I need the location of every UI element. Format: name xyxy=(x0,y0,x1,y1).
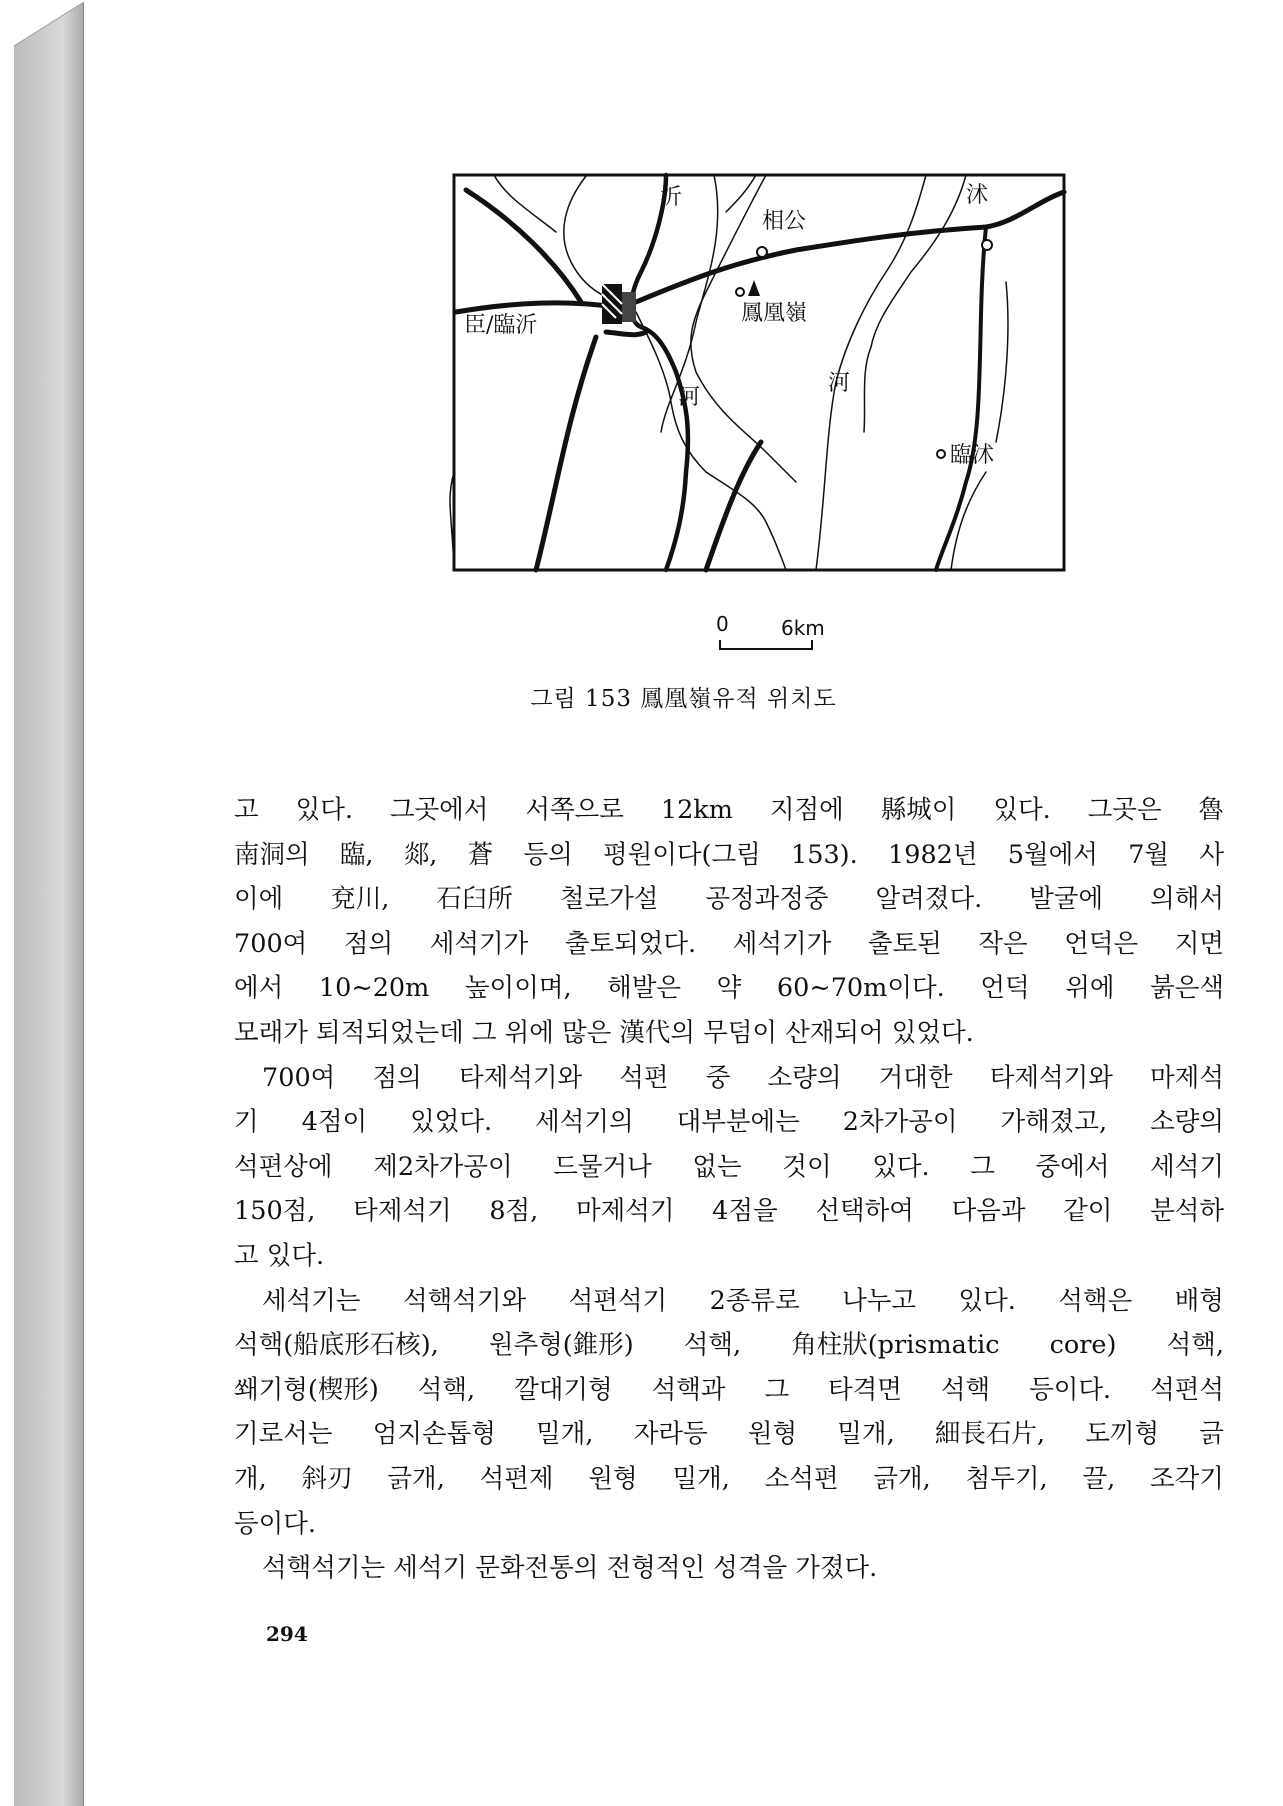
text-line: 고 있다. 그곳에서 서쪽으로 12km 지점에 縣城이 있다. 그곳은 魯 xyxy=(234,795,1224,825)
map-label-linyi: 臣/臨沂 xyxy=(464,313,538,338)
text-line: 개, 斜刃 긁개, 석편제 원형 밀개, 소석편 긁개, 첨두기, 끌, 조각기 xyxy=(234,1463,1224,1494)
text-line: 석핵석기는 세석기 문화전통의 전형적인 성격을 가졌다. xyxy=(262,1553,878,1584)
text-line: 등이다. xyxy=(234,1508,317,1539)
scale-zero: 0 xyxy=(716,612,729,636)
text-line: 쐐기형(楔形) 석핵, 깔대기형 석핵과 그 타격면 석핵 등이다. 석편석 xyxy=(234,1374,1224,1405)
location-map xyxy=(366,172,1068,576)
text-line: 南洞의 臨, 郯, 蒼 등의 평원이다(그림 153). 1982년 5월에서 7월 사 xyxy=(234,839,1224,870)
linshu-marker-icon xyxy=(937,450,945,458)
text-line: 세석기는 석핵석기와 석편석기 2종류로 나누고 있다. 석핵은 배형 xyxy=(262,1285,1224,1316)
page-number: 294 xyxy=(266,1622,308,1646)
text-line: 기 4점이 있었다. 세석기의 대부분에는 2차가공이 가해졌고, 소량의 xyxy=(234,1107,1224,1138)
road-junction-marker-icon xyxy=(982,240,992,250)
text-line: 700여 점의 세석기가 출토되었다. 세석기가 출토된 작은 언덕은 지면 xyxy=(234,928,1224,959)
text-line: 모래가 퇴적되었는데 그 위에 많은 漢代의 무덤이 산재되어 있었다. xyxy=(234,1017,974,1048)
book-spine-edge xyxy=(0,0,86,1806)
text-line: 이에 兗川, 石臼所 철로가설 공정과정중 알려졌다. 발굴에 의해서 xyxy=(234,884,1224,915)
figure-caption: 그림 153 鳳凰嶺유적 위치도 xyxy=(530,686,837,712)
map-label-he-right: 河 xyxy=(828,371,851,396)
text-line: 석핵(船底形石核), 원추형(錐形) 석핵, 角柱狀(prismatic core) 석핵, xyxy=(234,1330,1224,1361)
text-line: 고 있다. xyxy=(234,1240,325,1271)
map-label-yi: 沂 xyxy=(660,185,683,210)
text-line: 700여 점의 타제석기와 석편 중 소량의 거대한 타제석기와 마제석 xyxy=(262,1062,1224,1093)
map-label-shu: 沭 xyxy=(966,183,989,208)
text-line: 에서 10∼20m 높이이며, 해발은 약 60∼70m이다. 언덕 위에 붉은색 xyxy=(234,973,1224,1004)
map-label-fenghuangling: 鳳凰嶺 xyxy=(741,301,808,326)
map-label-he-left: 河 xyxy=(678,385,701,410)
site-circle-icon xyxy=(736,288,744,296)
map-label-xianggong: 相公 xyxy=(762,209,807,234)
xianggong-marker-icon xyxy=(757,247,767,257)
scale-bar-line xyxy=(719,640,813,650)
scale-distance: 6km xyxy=(781,616,825,640)
text-line: 석편상에 제2차가공이 드물거나 없는 것이 있다. 그 중에서 세석기 xyxy=(234,1151,1224,1182)
map-scale-bar xyxy=(704,612,844,662)
text-line: 150점, 타제석기 8점, 마제석기 4점을 선택하여 다음과 같이 분석하 xyxy=(234,1196,1224,1227)
map-label-linshu: 臨沭 xyxy=(950,443,995,468)
body-text xyxy=(234,788,1224,1591)
text-line: 기로서는 엄지손톱형 밀개, 자라등 원형 밀개, 細長石片, 도끼형 긁 xyxy=(234,1419,1224,1450)
book-page xyxy=(84,0,1283,1806)
